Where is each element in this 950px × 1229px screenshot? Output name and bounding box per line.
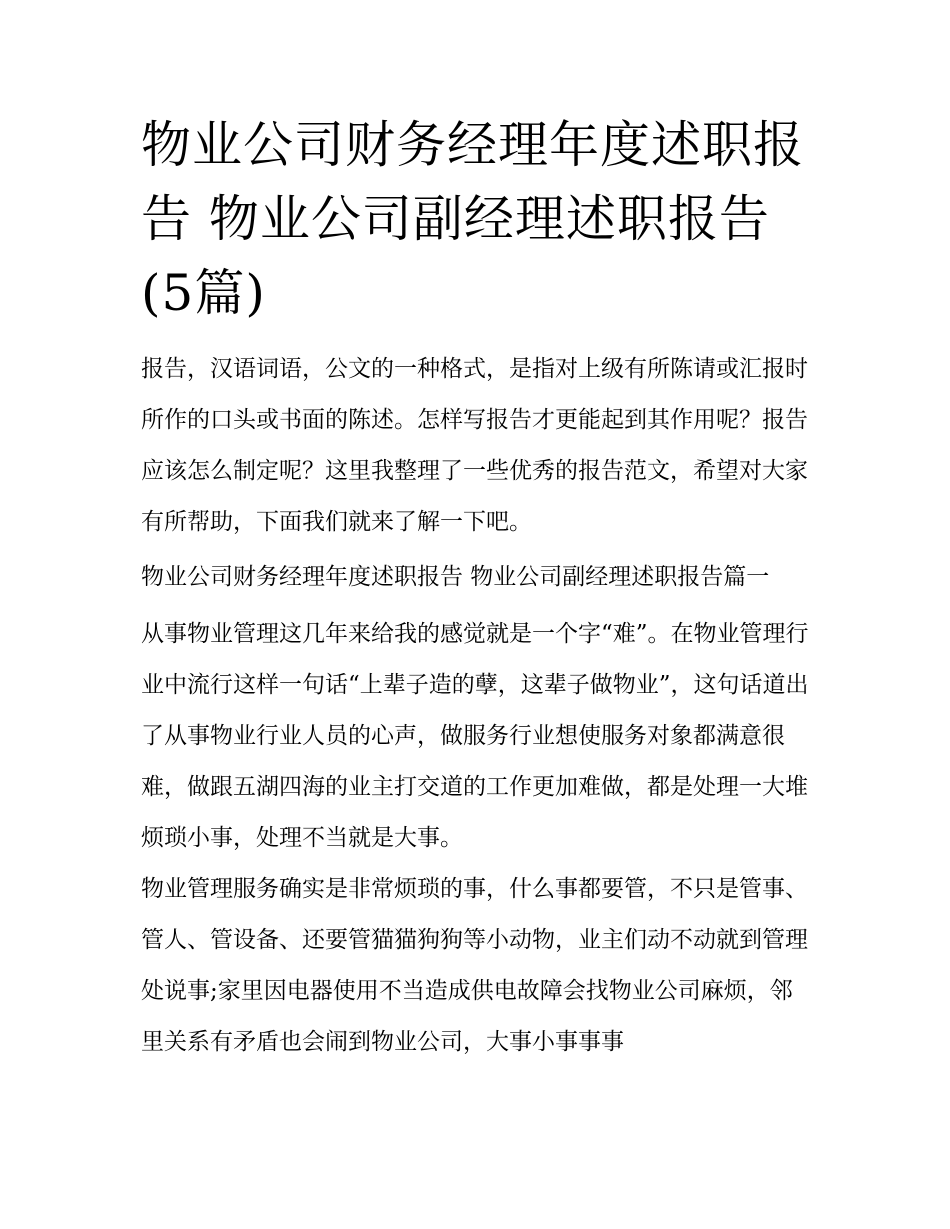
document-title: 物业公司财务经理年度述职报告 物业公司副经理述职报告(5篇): [141, 116, 804, 322]
document-page: [141, 108, 813, 1068]
section-heading: 物业公司财务经理年度述职报告 物业公司副经理述职报告篇一: [141, 564, 770, 590]
intro-paragraph: 报告，汉语词语，公文的一种格式，是指对上级有所陈请或汇报时所作的口头或书面的陈述。怎样写报告才更能起到其作用呢？报告应该怎么制定呢？这里我整理了一些优秀的报告范文，希望对大家有所帮助，下面我们就来了解一下吧。: [141, 356, 808, 535]
body-paragraph: 从事物业管理这几年来给我的感觉就是一个字“难”。在物业管理行业中流行这样一句话“上辈子造的孽，这辈子做物业”，这句话道出了从事物业行业人员的心声，做服务行业想使服务对象都满意很难，做跟五湖四海的业主打交道的工作更加难做，都是处理一大堆烦琐小事，处理不当就是大事。: [141, 621, 809, 851]
body-paragraph: 物业管理服务确实是非常烦琐的事，什么事都要管，不只是管事、管人、管设备、还要管猫猫狗狗等小动物，业主们动不动就到管理处说事;家里因电器使用不当造成供电故障会找物业公司麻烦，邻里关系有矛盾也会闹到物业公司，大事小事事事: [141, 876, 808, 1055]
